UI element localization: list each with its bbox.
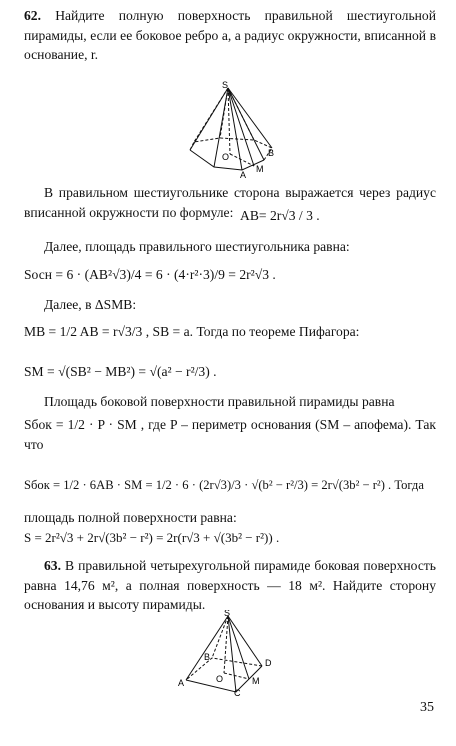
solution-p1: В правильном шестиугольнике сторона выражается через радиус вписанной окружности по формуле: [24,185,436,220]
formula-s-lateral: Sбок = 1/2 · 6AB · SM = 1/2 · 6 · (2r√3)/3 · √(b² − r²/3) = 2r√(3b² − r²) . Тогда [24,478,424,492]
formula-s-lateral-def: Sбок = 1/2 · P · SM , где P – периметр основания (SM – апофема). Так что [24,417,436,452]
fig1-label-a: A [240,170,247,178]
fig1-label-o: O [222,152,230,162]
fig2-label-m: M [252,676,260,686]
problem-62-number: 62. [24,8,41,23]
formula-sm: SM = √(SB² − MB²) = √(a² − r²/3) . [24,364,217,379]
problem-63-text: В правильной четырехугольной пирамиде боковая поверхность равна 14,76 м², а полная поверхность — 18 м². Найдите сторону основания и высоту пирамиды. [24,558,436,612]
solution-p4: Площадь боковой поверхности правильной пирамиды равна [44,394,395,409]
solution-p2: Далее, площадь правильного шестиугольника равна: [44,239,350,254]
problem-62-text: Найдите полную поверхность правильной шестиугольной пирамиды, если ее боковое ребро a, а радиус окружности, вписанной в основание, r. [24,8,436,62]
quadrilateral-pyramid-figure [176,610,276,696]
problem-63 [24,556,436,615]
solution-p3: Далее, в ΔSMB: [44,297,137,312]
formula-s-total: S = 2r²√3 + 2r√(3b² − r²) = 2r(r√3 + √(3b² − r²)) . [24,530,280,545]
fig1-label-m: M [256,164,264,174]
hexagonal-pyramid-figure [180,80,290,178]
solution-p5: площадь полной поверхности равна: [24,510,237,525]
fig2-label-a: A [178,678,185,688]
fig1-label-s: S [222,80,229,90]
fig2-label-o: O [216,674,224,684]
fig2-label-c: C [234,688,241,696]
fig1-label-b: B [268,148,275,158]
formula-mb: MB = 1/2 AB = r√3/3 , SB = a. Тогда по теореме Пифагора: [24,324,360,339]
formula-ab: AB= 2r√3 / 3 . [240,208,320,223]
fig2-label-b: B [204,652,211,662]
formula-s-base: Sосн = 6 · (AB²√3)/4 = 6 · (4·r²·3)/9 = 2r²√3 . [24,267,276,282]
fig2-label-s: S [224,610,231,618]
problem-62 [24,6,436,65]
fig2-label-d: D [265,658,272,668]
page-number: 35 [420,700,434,715]
problem-63-number: 63. [44,558,61,573]
